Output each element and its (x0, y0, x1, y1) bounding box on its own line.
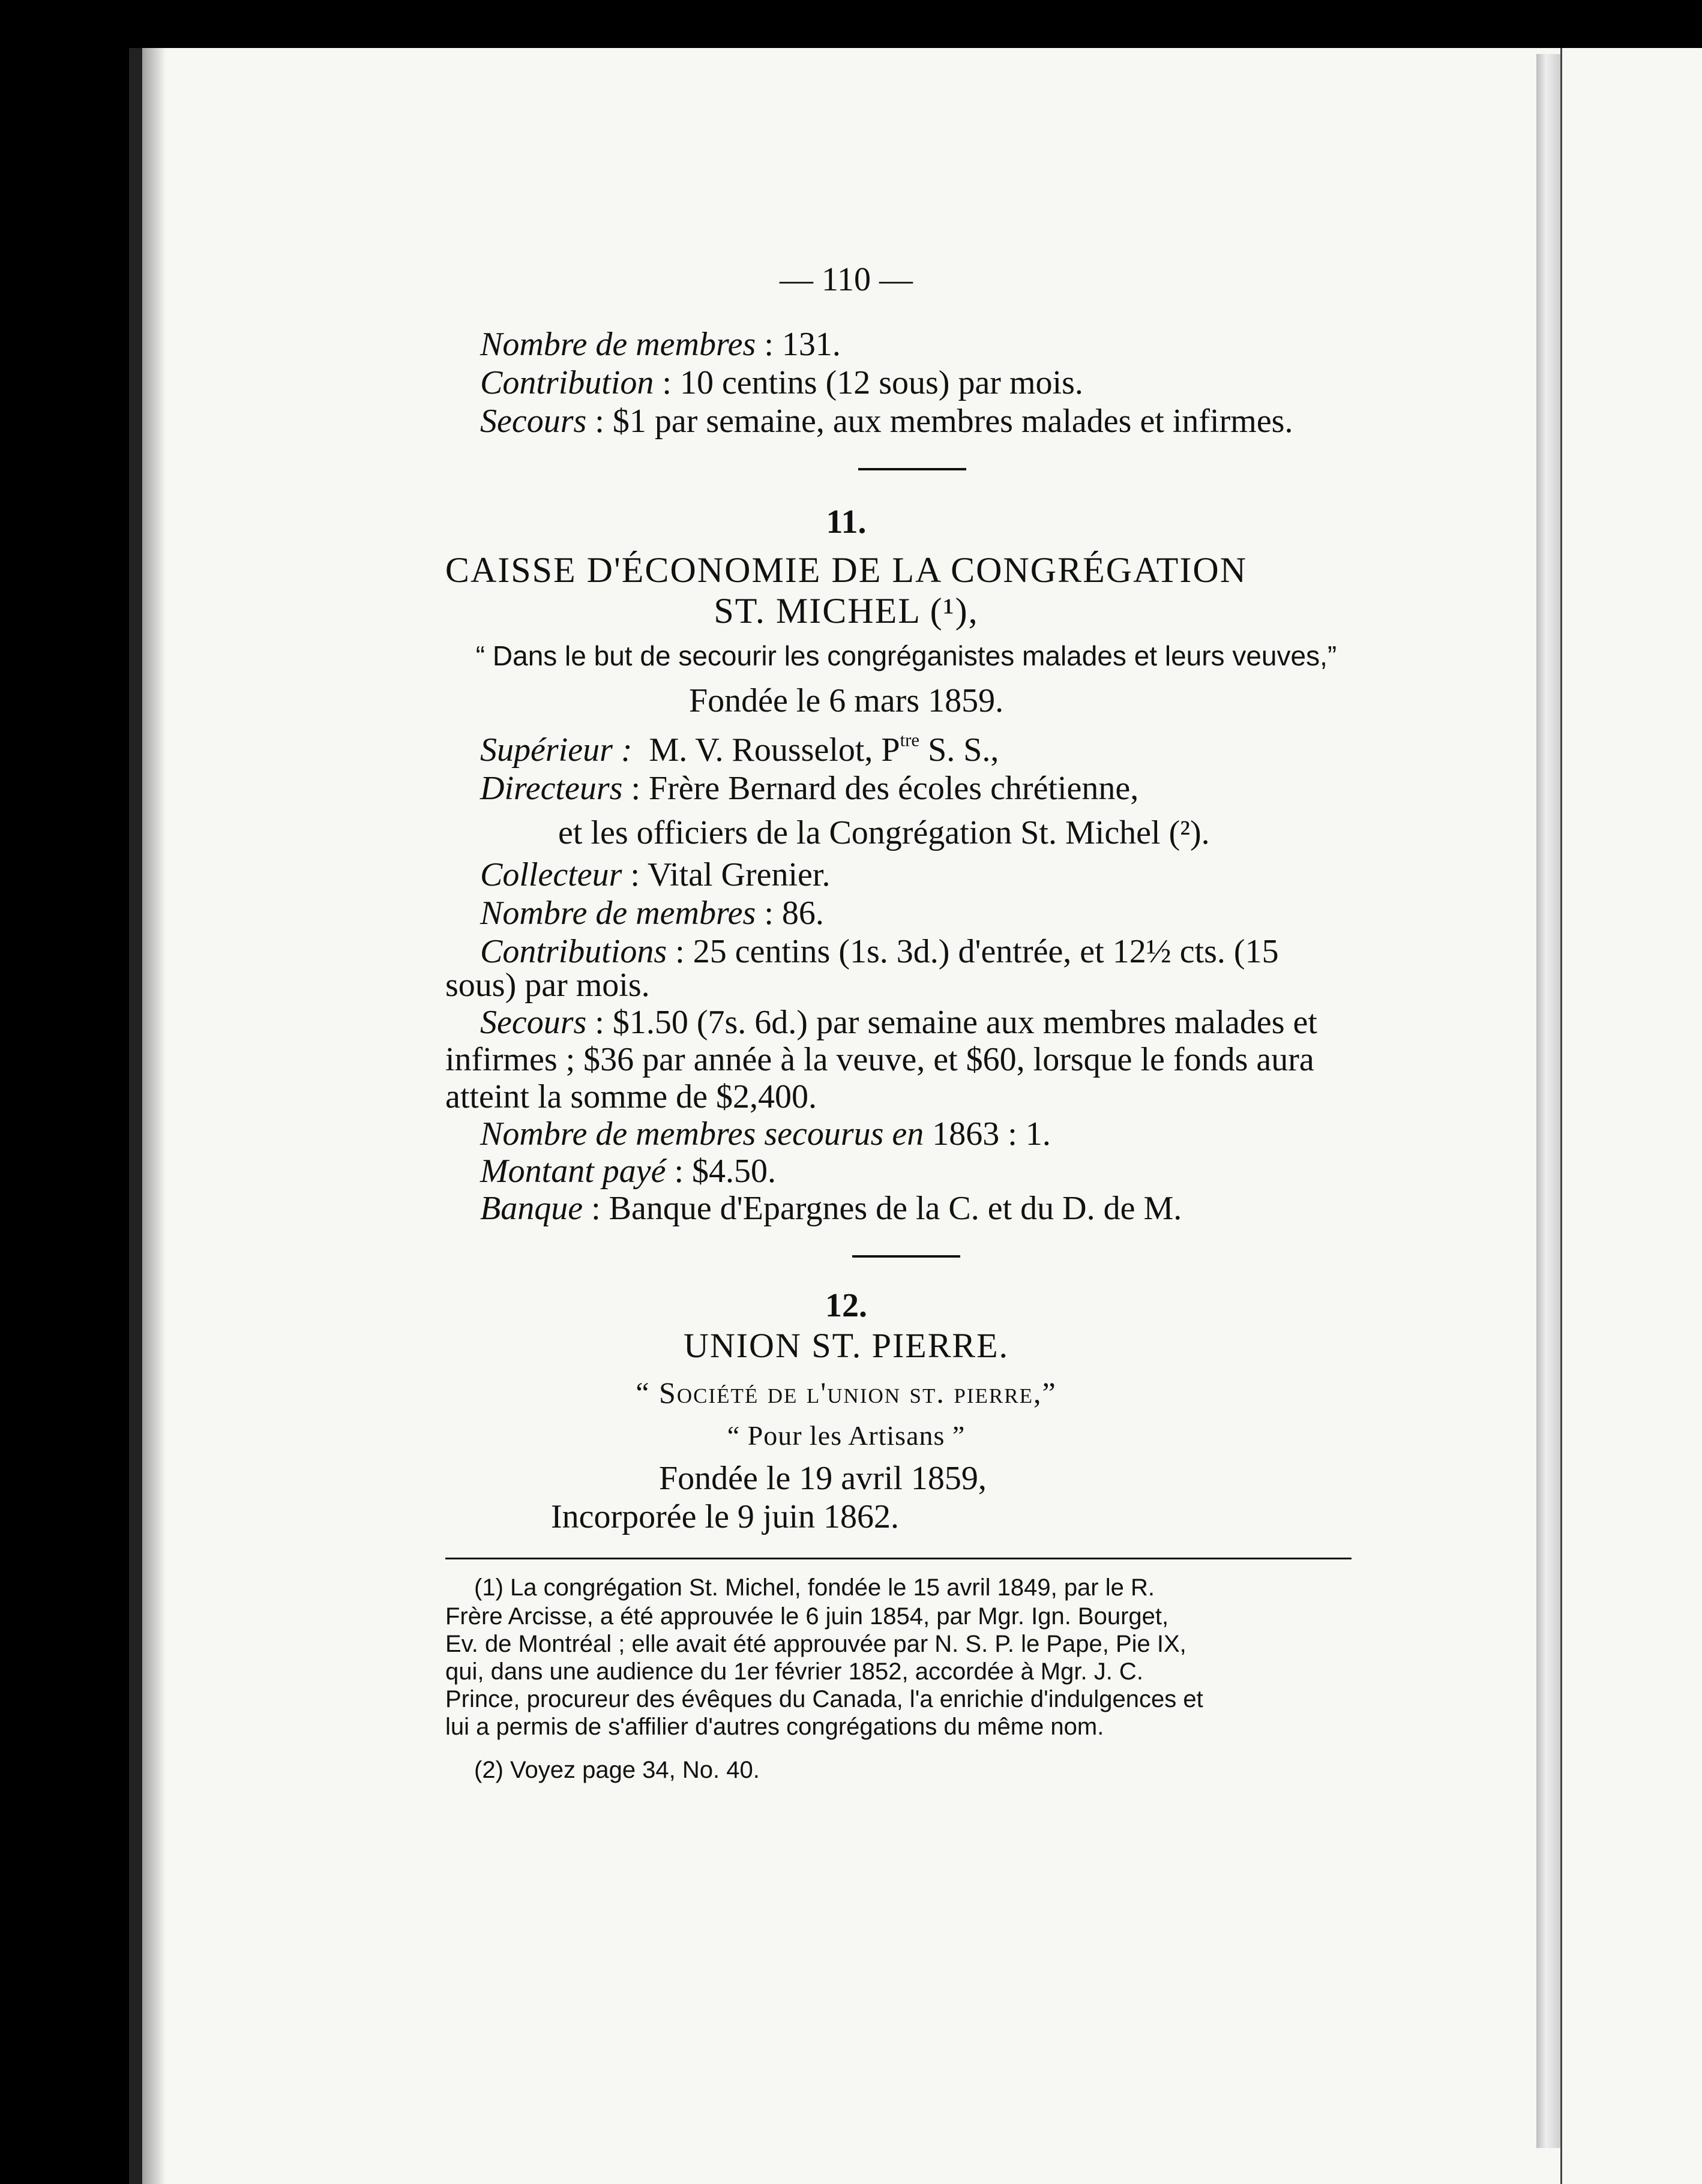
directeurs-line (480, 772, 1138, 805)
section-motto: “ Dans le but de secourir les congréganistes malades et leurs veuves,” (475, 640, 1337, 671)
page-edge (1536, 54, 1560, 2148)
contributions-label: Contributions (480, 933, 667, 970)
facing-page-edge (1560, 48, 1702, 2184)
secourus-value: 1863 : 1. (932, 1115, 1051, 1153)
footnote-rule (445, 1558, 1352, 1559)
secours-label: Secours (480, 403, 587, 440)
footnote-1-cont: Prince, procureur des évêques du Canada, l'a enrichie d'indulgences et (445, 1686, 1203, 1712)
directeurs-label: Directeurs (480, 770, 623, 807)
collecteur-label: Collecteur (480, 856, 622, 893)
members-value: : 131. (764, 326, 841, 363)
directeurs-value: : Frère Bernard des écoles chrétienne, (631, 770, 1139, 807)
banque-line (480, 1192, 1182, 1225)
founded-date: Fondée le 19 avril 1859, (659, 1460, 987, 1497)
banque-label: Banque (480, 1190, 583, 1227)
footnote-1-cont: lui a permis de s'affilier d'autres congrégations du même nom. (445, 1714, 1104, 1740)
contribution-value: : 10 centins (12 sous) par mois. (662, 364, 1083, 401)
contribution-line (480, 366, 1083, 400)
section-divider (858, 468, 966, 470)
section-motto: “ Pour les Artisans ” (727, 1420, 966, 1451)
montant-line (480, 1154, 776, 1188)
section-subtitle: “ Société de l'union st. pierre,” (636, 1376, 1057, 1409)
members-line (480, 896, 824, 930)
members-label: Nombre de membres (480, 326, 756, 363)
members-label: Nombre de membres (480, 895, 756, 932)
montant-value: : $4.50. (674, 1153, 777, 1190)
section-divider (852, 1255, 960, 1258)
founded-date: Fondée le 6 mars 1859. (688, 682, 1004, 719)
secours-label: Secours (480, 1004, 587, 1041)
section-title: UNION ST. PIERRE. (683, 1326, 1009, 1365)
footnote-1-cont: Frère Arcisse, a été approuvée le 6 juin 1854, par Mgr. Ign. Bourget, (445, 1603, 1169, 1630)
superieur-value: M. V. Rousselot, $P^{tre}$ S. S., (649, 730, 999, 769)
montant-label: Montant payé (480, 1153, 666, 1190)
contributions-value: : 25 centins (1s. 3d.) d'entrée, et 12½ cts. (15 (675, 933, 1279, 970)
secourus-line (480, 1117, 1051, 1151)
members-value: : 86. (764, 895, 824, 932)
footnote-1: (1) La congrégation St. Michel, fondée le 15 avril 1849, par le R. (474, 1574, 1155, 1601)
section-title: CAISSE D'ÉCONOMIE DE LA CONGRÉGATION (445, 550, 1248, 590)
contribution-label: Contribution (480, 364, 654, 401)
page-number: — 110 — (780, 261, 913, 298)
section-title-cont: ST. MICHEL (¹), (714, 591, 979, 631)
directeurs-cont: et les officiers de la Congrégation St. Michel (²). (558, 814, 1210, 851)
secours-value: : $1.50 (7s. 6d.) par semaine aux membres malades et (595, 1004, 1317, 1041)
superieur-line (480, 730, 999, 769)
superieur-label: Supérieur : (480, 731, 633, 769)
binding-shadow (142, 48, 166, 2184)
secours-cont: atteint la somme de $2,400. (445, 1078, 817, 1115)
secours-cont: infirmes ; $36 par année à la veuve, et $60, lorsque le fonds aura (445, 1041, 1314, 1078)
collecteur-value: : Vital Grenier. (630, 856, 831, 893)
secourus-label: Nombre de membres secourus en (480, 1115, 924, 1153)
banque-value: : Banque d'Epargnes de la C. et du D. de M. (591, 1190, 1182, 1227)
section-number: 12. (825, 1287, 867, 1324)
section-number: 11. (826, 503, 867, 541)
footnote-2: (2) Voyez page 34, No. 40. (474, 1757, 760, 1783)
members-line (480, 328, 841, 361)
collecteur-line (480, 858, 830, 892)
footnote-1-cont: Ev. de Montréal ; elle avait été approuvée par N. S. P. le Pape, Pie IX, (445, 1631, 1186, 1657)
footnote-1-cont: qui, dans une audience du 1er février 1852, accordée à Mgr. J. C. (445, 1658, 1143, 1685)
secours-value: : $1 par semaine, aux membres malades et infirmes. (595, 403, 1293, 440)
secours-line (480, 1006, 1317, 1039)
secours-line (480, 404, 1293, 438)
contributions-cont: sous) par mois. (445, 967, 650, 1004)
contributions-line (480, 935, 1279, 968)
incorporated-date: Incorporée le 9 juin 1862. (551, 1498, 900, 1535)
